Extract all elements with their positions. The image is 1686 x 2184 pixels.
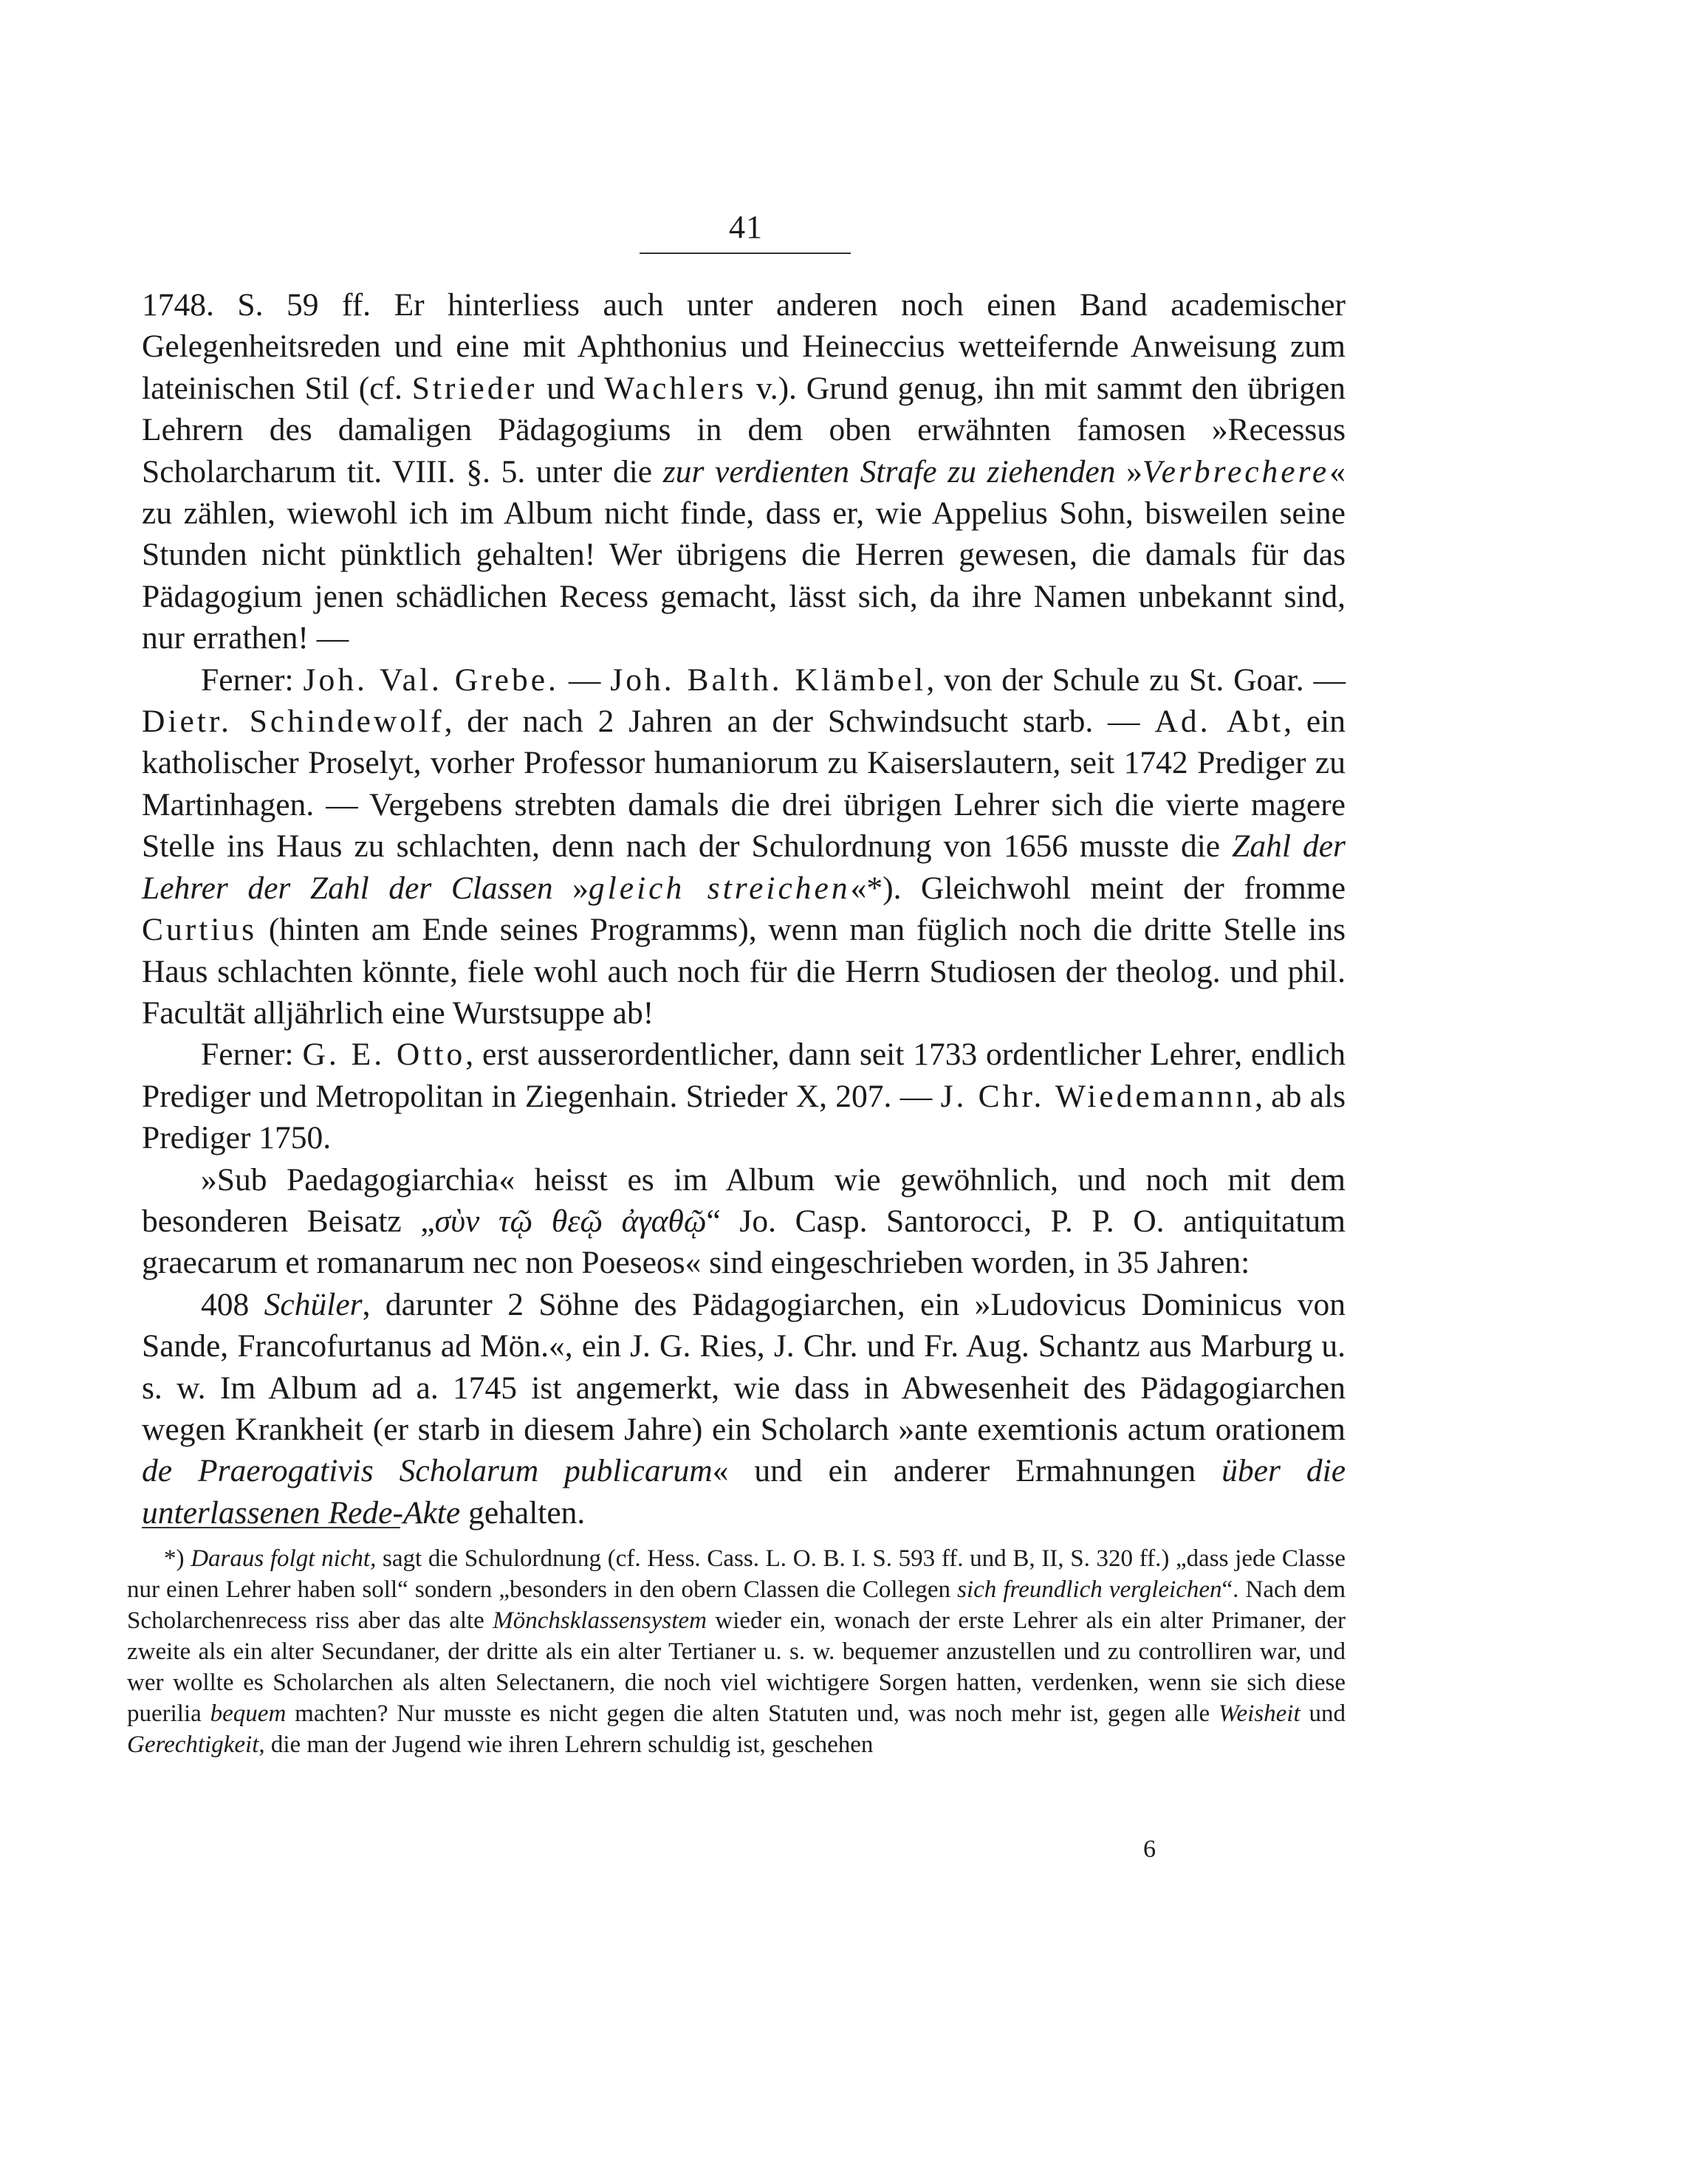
spaced-name: Wachlers <box>604 370 747 406</box>
signature-mark: 6 <box>1143 1836 1156 1863</box>
text-run: gehalten. <box>460 1494 586 1531</box>
text-run: , von der Schule zu St. Goar. — <box>926 662 1346 698</box>
text-run: , ab als Prediger 1750. <box>142 1078 1346 1156</box>
italic-word: Gerechtigkeit <box>127 1731 259 1758</box>
greek-phrase: σὺν τῷ θεῷ ἀγαθῷ <box>434 1203 707 1239</box>
paragraph-3 <box>142 1034 1346 1158</box>
text-run: wieder ein, wonach der erste Lehrer als ein alter Primaner, der zweite als ein alter Secundaner, der dritte als ein alter Tertianer u. s. w. bequemer anzustellen und zu controlliren war, und wer wollte es Scholarchen als alten Selectanern, die noch viel wichtigere Sorgen hatten, verdenken, wenn sie sich diese puerilia <box>127 1607 1346 1727</box>
text-run: , der nach 2 Jahren an der Schwindsucht starb. — <box>444 704 1155 740</box>
text-run: “. Nach dem Scholarchenrecess riss aber das alte <box>127 1576 1346 1634</box>
text-run: »Sub Paedagogiarchia« heisst es im Album wie gewöhnlich, und noch mit dem besonderen Beisatz „ <box>142 1161 1346 1239</box>
body-text <box>142 284 1346 1534</box>
text-run: , die man der Jugend wie ihren Lehrern schuldig ist, geschehen <box>258 1731 874 1758</box>
text-run: 1748. S. 59 ff. Er hinterliess auch unter anderen noch einen Band academischer Gelegenheitsreden und eine mit Aphthonius und Heineccius wetteifernde Anweisung zum lateinischen Stil (cf. <box>142 287 1346 406</box>
text-run: machten? Nur musste es nicht gegen die alten Statuten und, was noch mehr ist, gegen alle <box>286 1700 1219 1727</box>
spaced-italic-word: Verbrechere <box>1142 453 1330 490</box>
footnote <box>127 1543 1346 1760</box>
text-run: (hinten am Ende seines Programms), wenn man füglich noch die dritte Stelle ins Haus schlachten könnte, fiele wohl auch noch für die Herrn Studiosen der theolog. und phil. Facultät alljährlich eine Wurstsuppe ab! <box>142 912 1346 1031</box>
text-run: « zu zählen, wiewohl ich im Album nicht finde, dass er, wie Appelius Sohn, bisweilen seine Stunden nicht pünktlich gehalten! Wer übrigens die Herren gewesen, die damals für das Pädagogium jenen schädlichen Recess gemacht, lässt sich, da ihre Namen unbekannt sind, nur errathen! — <box>142 453 1346 656</box>
italic-phrase: Daraus folgt nicht, <box>191 1545 377 1572</box>
text-run: » <box>1115 453 1142 490</box>
spaced-name: J. Chr. Wiedemannn <box>940 1078 1255 1114</box>
spaced-name: G. E. Otto <box>302 1037 466 1073</box>
text-run: Ferner: <box>201 1037 303 1073</box>
italic-phrase: Zahl der Lehrer der Zahl der Classen <box>142 828 1346 906</box>
text-run: « und ein anderer Ermahnungen <box>712 1453 1222 1489</box>
spaced-name: Strieder <box>411 370 538 406</box>
text-run: «*). Gleichwohl meint der fromme <box>850 870 1346 906</box>
italic-phrase: sich freundlich vergleichen <box>957 1576 1222 1603</box>
text-run: , darunter 2 Söhne des Pädagogiarchen, ein »Ludovicus Dominicus von Sande, Francofurtanus ad Mön.«, ein J. G. Ries, J. Chr. und Fr. Aug. Schantz aus Marburg u. s. w. Im Album ad a. 1745 ist angemerkt, wie dass in Abwesenheit des Pädagogiarchen wegen Krankheit (er starb in diesem Jahre) ein Scholarch »ante exemtionis actum orationem <box>142 1286 1346 1447</box>
footnote-marker: *) <box>164 1545 191 1572</box>
italic-word: bequem <box>210 1700 287 1727</box>
text-run: — <box>558 662 611 698</box>
text-run: 408 <box>201 1286 264 1322</box>
text-run: und <box>1300 1700 1346 1727</box>
footnote-block <box>127 1543 1346 1760</box>
page-number: 41 <box>729 209 763 245</box>
spaced-name: Curtius <box>142 912 258 948</box>
spaced-name: Dietr. Schindewolf <box>142 704 445 740</box>
footnote-rule <box>142 1527 400 1528</box>
text-run: v.). Grund genug, ihn mit sammt den übrigen Lehrern des damaligen Pädagogiums in dem oben erwähnten famosen »Recessus Scholarcharum tit. VIII. §. 5. unter die <box>142 370 1346 490</box>
italic-word: Schüler <box>264 1286 363 1322</box>
text-run: , ein katholischer Proselyt, vorher Professor humaniorum zu Kaiserslautern, seit 1742 Prediger zu Martinhagen. — Vergebens strebten damals die drei übrigen Lehrer sich die vierte magere Stelle ins Haus zu schlachten, denn nach der Schulordnung von 1656 musste die <box>142 704 1346 865</box>
italic-phrase: über die unterlassenen Rede-Akte <box>142 1453 1346 1531</box>
text-run: sagt die Schulordnung (cf. Hess. Cass. L. O. B. I. S. 593 ff. und B, II, S. 320 ff.) „dass jede Classe nur einen Lehrer haben soll“ sondern „besonders in den obern Classen die Collegen <box>127 1545 1346 1603</box>
text-run: , erst ausserordentlicher, dann seit 1733 ordentlicher Lehrer, endlich Prediger und Metropolitan in Ziegenhain. Strieder X, 207. — <box>142 1037 1346 1114</box>
header-rule <box>640 253 851 254</box>
spaced-italic-word: gleich streichen <box>588 870 851 906</box>
spaced-name: Ad. Abt <box>1154 704 1284 740</box>
paragraph-1 <box>142 284 1346 659</box>
text-run: Ferner: <box>201 662 304 698</box>
text-run: “ Jo. Casp. Santorocci, P. P. O. antiquitatum graecarum et romanarum nec non Poeseos« sind eingeschrieben worden, in 35 Jahren: <box>142 1203 1346 1281</box>
italic-word: Mönchsklassensystem <box>493 1607 707 1634</box>
spaced-name: Joh. Val. Grebe. <box>303 662 559 698</box>
spaced-name: Joh. Balth. Klämbel <box>610 662 927 698</box>
italic-phrase: zur verdienten Strafe zu ziehenden <box>662 453 1116 490</box>
paragraph-2 <box>142 659 1346 1034</box>
italic-word: Weisheit <box>1219 1700 1301 1727</box>
text-run: » <box>552 870 589 906</box>
italic-phrase: de Praerogativis Scholarum publicarum <box>142 1453 713 1489</box>
paragraph-4 <box>142 1159 1346 1284</box>
paragraph-5 <box>142 1284 1346 1534</box>
text-run: und <box>537 370 605 406</box>
